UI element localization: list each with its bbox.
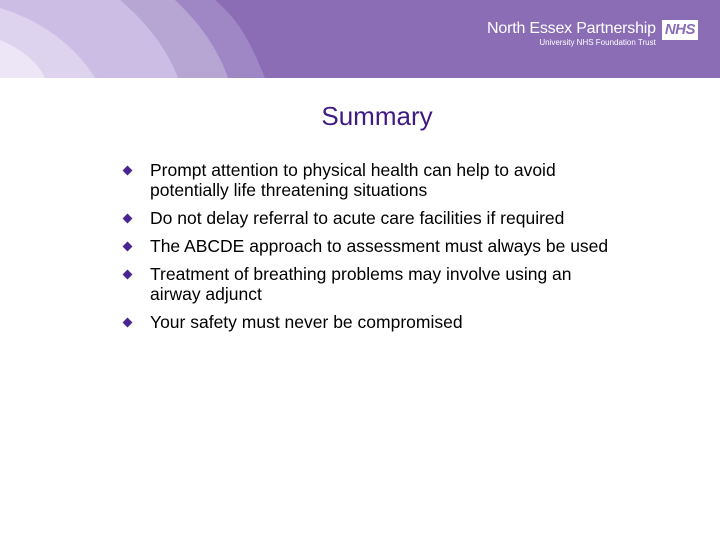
bullet-text: Your safety must never be compromised — [150, 312, 463, 332]
bullet-item — [120, 312, 620, 332]
bullet-text: Prompt attention to physical health can help to avoid potentially life threatening situations — [150, 160, 556, 200]
bullet-item — [120, 160, 620, 200]
bullet-item — [120, 236, 620, 256]
slide-title: Summary — [321, 101, 433, 131]
org-name: North Essex Partnership — [487, 20, 656, 37]
diamond-bullet-icon — [123, 242, 133, 252]
diamond-bullet-icon — [123, 270, 133, 280]
bullet-item — [120, 208, 620, 228]
bullet-item — [120, 264, 620, 304]
org-brand — [487, 20, 698, 48]
bullet-text: Do not delay referral to acute care facilities if required — [150, 208, 565, 228]
org-subtitle: University NHS Foundation Trust — [539, 38, 656, 47]
nhs-logo: NHS — [662, 20, 698, 40]
diamond-bullet-icon — [123, 166, 133, 176]
diamond-bullet-icon — [123, 214, 133, 224]
diamond-bullet-icon — [123, 318, 133, 328]
header-band — [0, 0, 720, 78]
bullet-text: Treatment of breathing problems may involve using an airway adjunct — [150, 264, 572, 304]
bullet-text: The ABCDE approach to assessment must always be used — [150, 236, 609, 256]
bullet-list — [120, 160, 620, 340]
